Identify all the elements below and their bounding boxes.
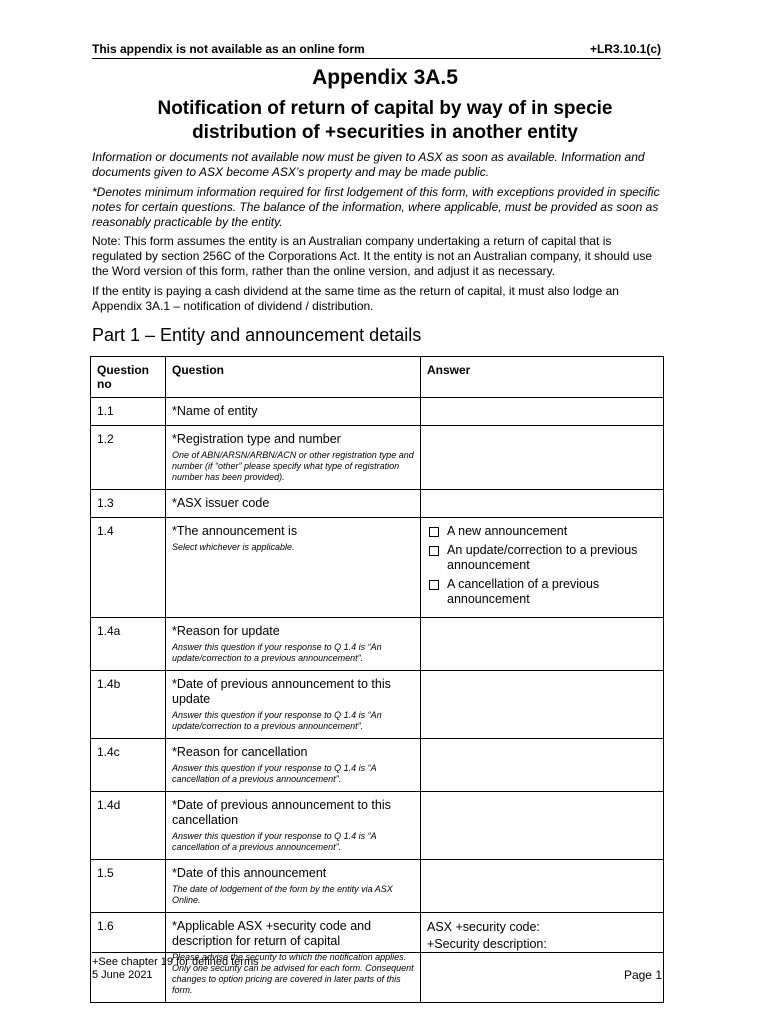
answer-cell[interactable]: [421, 618, 664, 671]
intro-paragraph-2: *Denotes minimum information required for first lodgement of this form, with exceptions provided in specific notes for certain questions. The balance of the information, where applicable, must be provided as soon as reasonably practicable by the entity.: [92, 185, 660, 229]
intro-paragraph-4: If the entity is paying a cash dividend at the same time as the return of capital, it must also lodge an Appendix 3A.1 – notification of dividend / distribution.: [92, 284, 619, 313]
footer-defined-terms: +See chapter 19 for defined terms: [92, 956, 259, 968]
answer-cell[interactable]: [421, 913, 664, 1003]
question-number: 1.6: [91, 913, 166, 1003]
question-note: Please advise the security to which the notification applies. Only one security can be advised for each form. Consequent changes to option pricing are covered in later parts of this form.: [172, 952, 414, 995]
question-text: *Applicable ASX +security code and description for return of capital: [172, 919, 372, 948]
column-header-question-no: Question no: [91, 357, 166, 398]
table-row: [91, 426, 664, 490]
option-label: A cancellation of a previous announcement: [447, 577, 600, 606]
checkbox-update-correction[interactable]: [429, 546, 439, 556]
page-footer: [92, 956, 259, 982]
header-note: This appendix is not available as an online form: [92, 42, 365, 56]
part-title: Part 1 – Entity and announcement details: [92, 325, 422, 345]
question-text: *Date of previous announcement to this cancellation: [172, 798, 391, 827]
table-row: [91, 792, 664, 860]
question-number: 1.4d: [91, 792, 166, 860]
subtitle-line-2: distribution of +securities in another entity: [192, 122, 578, 143]
question-text: *Reason for update: [172, 624, 280, 638]
question-cell: [166, 792, 421, 860]
rule-reference: +LR3.10.1(c): [589, 42, 661, 56]
appendix-subtitle: [0, 97, 770, 145]
question-cell: [166, 518, 421, 618]
question-number: 1.1: [91, 398, 166, 426]
question-number: 1.5: [91, 860, 166, 913]
question-text: *ASX issuer code: [172, 496, 270, 510]
question-cell: [166, 490, 421, 518]
footer-date: 5 June 2021: [92, 969, 153, 981]
intro-paragraph-3: Note: This form assumes the entity is an Australian company undertaking a return of capital that is regulated by section 256C of the Corporations Act. It the entity is not an Australian company, it should use the Word version of this form, rather than the online version, and adjust it as necessary.: [92, 234, 653, 278]
question-note: Answer this question if your response to Q 1.4 is “A cancellation of a previous announcement”.: [172, 763, 377, 784]
page-header: [92, 42, 661, 59]
question-number: 1.4b: [91, 671, 166, 739]
table-row: [91, 671, 664, 739]
answer-cell[interactable]: [421, 739, 664, 792]
answer-cell[interactable]: [421, 398, 664, 426]
column-header-question: Question: [166, 357, 421, 398]
table-row: [91, 398, 664, 426]
option-label: An update/correction to a previous announcement: [447, 543, 638, 572]
intro-paragraph-1: Information or documents not available now must be given to ASX as soon as available. Information and documents given to ASX become ASX’s property and may be made public.: [92, 150, 645, 179]
question-number: 1.3: [91, 490, 166, 518]
appendix-title: Appendix 3A.5: [312, 66, 458, 89]
question-note: Answer this question if your response to Q 1.4 is “An update/correction to a previous announcement”.: [172, 710, 382, 731]
question-cell: [166, 398, 421, 426]
question-number: 1.4: [91, 518, 166, 618]
question-cell: [166, 671, 421, 739]
answer-cell[interactable]: [421, 490, 664, 518]
question-note: Answer this question if your response to Q 1.4 is “An update/correction to a previous announcement”.: [172, 642, 382, 663]
question-text: *Registration type and number: [172, 432, 341, 446]
security-description-label: +Security description:: [427, 937, 547, 951]
question-note: Select whichever is applicable.: [172, 542, 295, 552]
option-new-announcement[interactable]: [427, 524, 657, 539]
question-text: *Name of entity: [172, 404, 258, 418]
question-cell: [166, 426, 421, 490]
option-cancellation[interactable]: [427, 577, 657, 607]
table-row: [91, 739, 664, 792]
table-row: [91, 860, 664, 913]
question-cell: [166, 860, 421, 913]
question-note: The date of lodgement of the form by the entity via ASX Online.: [172, 884, 393, 905]
question-text: *Date of this announcement: [172, 866, 327, 880]
question-note: Answer this question if your response to Q 1.4 is “A cancellation of a previous announcement”.: [172, 831, 377, 852]
question-text: *Reason for cancellation: [172, 745, 308, 759]
option-label: A new announcement: [447, 524, 568, 538]
question-text: *The announcement is: [172, 524, 298, 538]
page-number: Page 1: [623, 968, 662, 982]
answer-cell[interactable]: [421, 792, 664, 860]
table-row: [91, 518, 664, 618]
footer-divider: [92, 952, 664, 953]
answer-cell[interactable]: [421, 671, 664, 739]
checkbox-new-announcement[interactable]: [429, 527, 439, 537]
table-row: [91, 618, 664, 671]
subtitle-line-1: Notification of return of capital by way of in specie: [157, 98, 613, 119]
question-cell: [166, 739, 421, 792]
question-number: 1.4a: [91, 618, 166, 671]
question-cell: [166, 618, 421, 671]
column-header-answer: Answer: [421, 357, 664, 398]
table-header-row: [91, 357, 664, 398]
option-update-correction[interactable]: [427, 543, 657, 573]
answer-cell: [421, 518, 664, 618]
security-code-label: ASX +security code:: [427, 920, 540, 934]
table-row: [91, 490, 664, 518]
question-note: One of ABN/ARSN/ARBN/ACN or other registration type and number (if “other” please specify what type of registration number has been provided).: [172, 450, 414, 482]
question-number: 1.4c: [91, 739, 166, 792]
question-number: 1.2: [91, 426, 166, 490]
entity-details-table: [90, 356, 664, 1003]
answer-cell[interactable]: [421, 426, 664, 490]
checkbox-cancellation[interactable]: [429, 580, 439, 590]
answer-cell[interactable]: [421, 860, 664, 913]
question-text: *Date of previous announcement to this update: [172, 677, 391, 706]
